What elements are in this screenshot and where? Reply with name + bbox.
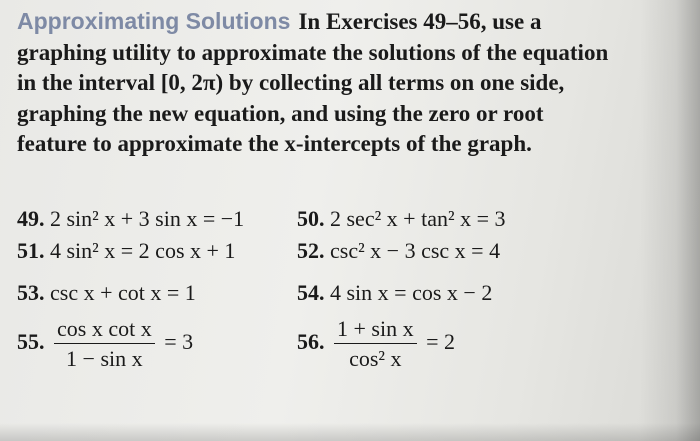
fraction (54, 316, 155, 372)
exercise-equation: 4 sin x = cos x − 2 (330, 280, 493, 305)
exercise-equation: 4 sin² x = 2 cos x + 1 (50, 238, 236, 263)
exercise-54 (297, 280, 492, 306)
exercise-52 (297, 238, 500, 264)
exercise-instructions (17, 6, 617, 160)
exercise-number: 53. (17, 280, 45, 305)
exercise-56 (297, 316, 455, 372)
fraction-numerator: cos x cot x (54, 316, 155, 344)
exercise-rhs: = 2 (426, 329, 456, 355)
exercise-53 (17, 280, 196, 306)
exercise-number: 55. (17, 329, 45, 355)
section-heading: Approximating Solutions (17, 8, 291, 34)
page-edge-shadow (640, 0, 700, 441)
fraction-denominator: cos² x (349, 346, 402, 371)
exercise-number: 49. (17, 206, 45, 231)
exercise-number: 51. (17, 238, 45, 263)
exercise-55 (17, 316, 193, 372)
fraction (334, 316, 417, 372)
page-bottom-shadow (0, 423, 700, 441)
exercise-number: 54. (297, 280, 325, 305)
exercise-50 (297, 206, 505, 232)
fraction-denominator: 1 − sin x (66, 346, 143, 371)
exercise-49 (17, 206, 244, 232)
exercise-51 (17, 238, 235, 264)
exercise-number: 50. (297, 206, 325, 231)
exercise-number: 56. (297, 329, 325, 355)
fraction-numerator: 1 + sin x (334, 316, 417, 344)
exercise-equation: csc² x − 3 csc x = 4 (330, 238, 501, 263)
exercise-equation: 2 sec² x + tan² x = 3 (330, 206, 506, 231)
exercise-number: 52. (297, 238, 325, 263)
exercise-equation: 2 sin² x + 3 sin x = −1 (50, 206, 245, 231)
exercise-rhs: = 3 (164, 329, 194, 355)
instructions-text: In Exercises 49–56, use a graphing utility to approximate the solutions of the equation in the interval [0, 2π) by collecting all terms on one side, graphing the new equation, and using the zero or root feature to approximate the x-intercepts of the graph. (17, 9, 609, 156)
exercise-equation: csc x + cot x = 1 (50, 280, 196, 305)
